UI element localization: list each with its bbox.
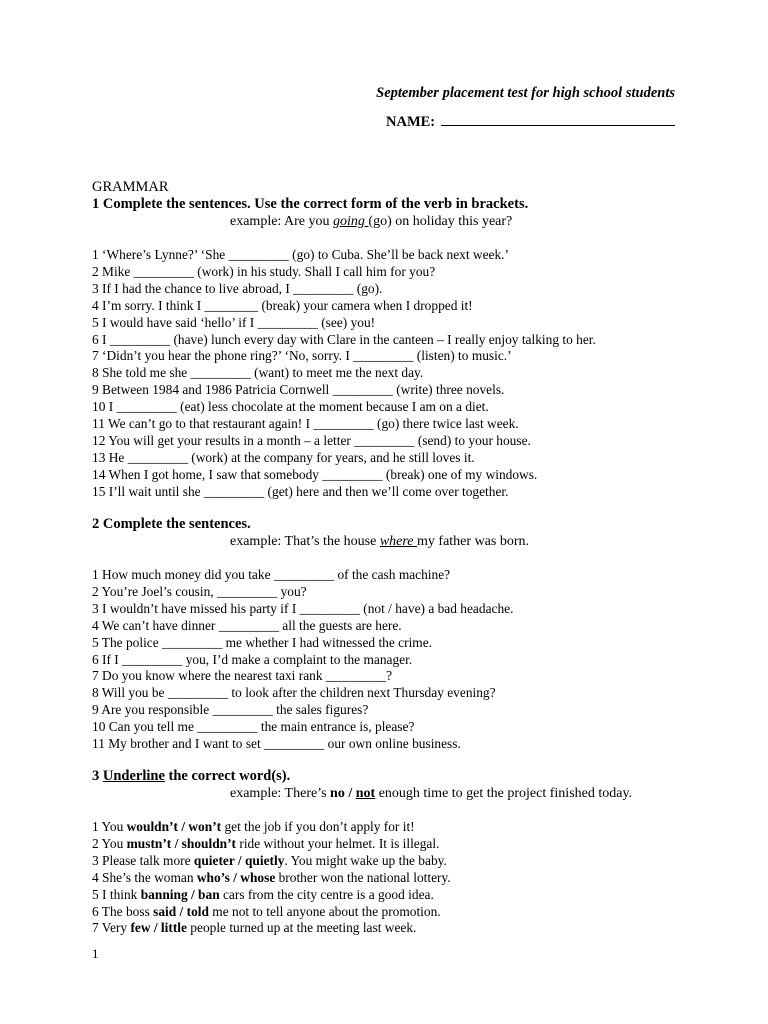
heading-number: 3 (92, 768, 103, 784)
exercise-item: 3 I wouldn’t have missed his party if I _________ (not / have) a bad headache. (92, 600, 514, 616)
exercise-item: 6 I _________ (have) lunch every day with Clare in the canteen – I really enjoy talking to her. (92, 331, 596, 347)
exercise-item: 5 The police _________ me whether I had witnessed the crime. (92, 634, 433, 650)
section-3-items (92, 819, 632, 937)
example-text: my father was born. (417, 534, 529, 549)
exercise-item: 3 If I had the chance to live abroad, I _________ (go). (92, 280, 383, 296)
example-answer: not (355, 786, 376, 801)
item-text: 1 You (92, 819, 127, 834)
exercise-item: 15 I’ll wait until she _________ (get) here and then we’ll come over together. (92, 483, 509, 499)
example-answer: going (333, 214, 369, 229)
item-text: . You might wake up the baby. (284, 852, 447, 868)
name-row (386, 111, 675, 131)
example-text: enough time to get the project finished today. (375, 786, 633, 801)
example-option: no (330, 786, 345, 801)
exercise-item: 8 Will you be _________ to look after the children next Thursday evening? (92, 685, 496, 701)
item-text: 2 You (92, 835, 127, 851)
example-text: example: There’s (230, 786, 331, 801)
section-3-heading (92, 768, 632, 785)
item-text: 3 Please talk more (92, 852, 194, 868)
exercise-item (92, 887, 632, 904)
exercise-item (92, 853, 632, 870)
exercise-item: 10 Can you tell me _________ the main entrance is, please? (92, 719, 415, 735)
section-1-example (230, 213, 596, 230)
test-title: September placement test for high school students (376, 85, 675, 101)
grammar-heading: GRAMMAR (92, 179, 169, 195)
section-3-example (230, 785, 632, 802)
exercise-item (92, 904, 632, 921)
item-text: 5 I think (92, 886, 141, 902)
exercise-item (92, 819, 632, 836)
item-text: brother won the national lottery. (275, 869, 451, 885)
exercise-item: 5 I would have said ‘hello’ if I _________ (see) you! (92, 314, 376, 330)
exercise-item: 12 You will get your results in a month – a letter _________ (send) to your house. (92, 432, 531, 448)
exercise-item: 11 We can’t go to that restaurant again! I _________ (go) there twice last week. (92, 416, 519, 432)
exercise-item (92, 836, 632, 853)
item-text: 7 Very (92, 920, 131, 936)
exercise-item: 2 Mike _________ (work) in his study. Shall I call him for you? (92, 263, 436, 279)
word-choice[interactable]: banning / ban (140, 886, 220, 902)
exercise-item: 4 I’m sorry. I think I ________ (break) your camera when I dropped it! (92, 297, 473, 313)
exercise-item: 7 Do you know where the nearest taxi rank _________? (92, 668, 393, 684)
item-text: 4 She’s the woman (92, 869, 197, 885)
word-choice[interactable]: mustn’t / shouldn’t (126, 835, 237, 851)
exercise-item: 4 We can’t have dinner _________ all the guests are here. (92, 617, 402, 633)
example-text: (go) on holiday this year? (368, 214, 513, 229)
name-input-line[interactable] (441, 111, 675, 126)
section-3 (92, 768, 632, 937)
heading-underlined-word: Underline (102, 768, 165, 784)
word-choice[interactable]: few / little (130, 920, 187, 936)
item-text: people turned up at the meeting last week. (186, 920, 417, 936)
exercise-item: 8 She told me she _________ (want) to meet me the next day. (92, 365, 424, 381)
page-number: 1 (92, 946, 99, 961)
item-text: 6 The boss (92, 903, 154, 919)
item-text: cars from the city centre is a good idea. (219, 886, 434, 902)
section-1 (92, 196, 596, 501)
section-2-example (230, 533, 529, 550)
exercise-item (92, 920, 632, 937)
exercise-item: 14 When I got home, I saw that somebody _________ (break) one of my windows. (92, 466, 538, 482)
section-1-heading: 1 Complete the sentences. Use the correct form of the verb in brackets. (92, 196, 529, 212)
example-answer: where (379, 534, 418, 549)
exercise-item: 10 I _________ (eat) less chocolate at the moment because I am on a diet. (92, 399, 489, 415)
exercise-item: 1 How much money did you take _________ of the cash machine? (92, 567, 451, 582)
section-2-items (92, 567, 529, 753)
exercise-item: 1 ‘Where’s Lynne?’ ‘She _________ (go) to Cuba. She’ll be back next week.’ (92, 247, 509, 262)
word-choice[interactable]: quieter / quietly (193, 852, 285, 868)
word-choice[interactable]: who’s / whose (196, 869, 276, 885)
section-2-heading: 2 Complete the sentences. (92, 516, 251, 532)
example-separator: / (344, 786, 356, 801)
heading-text: the correct word(s). (164, 768, 291, 784)
name-label: NAME: (386, 114, 436, 130)
exercise-item: 9 Are you responsible _________ the sales figures? (92, 702, 369, 718)
item-text: get the job if you don’t apply for it! (221, 819, 415, 834)
word-choice[interactable]: said / told (153, 903, 209, 919)
example-text: example: Are you (230, 214, 334, 229)
exercise-item: 6 If I _________ you, I’d make a complaint to the manager. (92, 651, 413, 667)
exercise-item: 2 You’re Joel’s cousin, _________ you? (92, 583, 307, 599)
section-2 (92, 516, 529, 753)
item-text: ride without your helmet. It is illegal. (236, 835, 440, 851)
exercise-item: 11 My brother and I want to set _________ our own online business. (92, 736, 461, 752)
exercise-item: 7 ‘Didn’t you hear the phone ring?’ ‘No, sorry. I _________ (listen) to music.’ (92, 348, 512, 364)
example-text: example: That’s the house (230, 534, 380, 549)
word-choice[interactable]: wouldn’t / won’t (126, 819, 222, 834)
exercise-item: 9 Between 1984 and 1986 Patricia Cornwell _________ (write) three novels. (92, 382, 505, 398)
item-text: me not to tell anyone about the promotion. (208, 903, 441, 919)
exercise-item: 13 He _________ (work) at the company for years, and he still loves it. (92, 449, 475, 465)
exercise-item (92, 870, 632, 887)
section-1-items (92, 247, 596, 501)
